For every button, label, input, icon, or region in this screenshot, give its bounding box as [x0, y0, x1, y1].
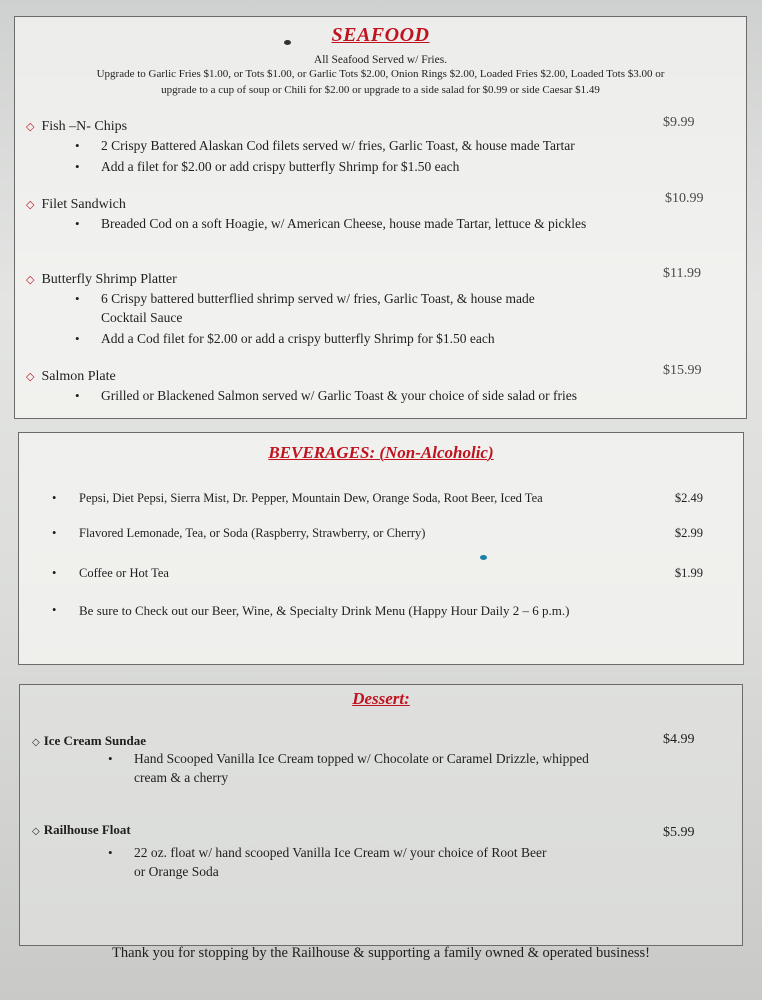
- dessert-item-price: $4.99: [663, 732, 695, 747]
- menu-item-detail: • Breaded Cod on a soft Hoagie, w/ American Cheese, house made Tartar, lettuce & pickles: [75, 214, 595, 233]
- seafood-title: SEAFOOD: [331, 24, 430, 46]
- menu-item-name: [26, 369, 116, 385]
- ink-speck: [284, 40, 291, 45]
- menu-item-detail: • 6 Crispy battered butterflied shrimp served w/ fries, Garlic Toast, & house made Cocktail Sauce: [75, 289, 545, 327]
- menu-item-name-text: Filet Sandwich: [41, 197, 126, 212]
- dessert-item-name: [32, 733, 146, 749]
- dessert-item-name: [32, 822, 131, 838]
- menu-item-price: $15.99: [663, 363, 702, 378]
- ink-speck: [480, 555, 487, 560]
- beverage-text: Flavored Lemonade, Tea, or Soda (Raspberry, Strawberry, or Cherry): [79, 526, 426, 540]
- dessert-item-name-text: Ice Cream Sundae: [43, 733, 147, 748]
- bullet-dot-icon: •: [52, 603, 57, 617]
- diamond-outline-icon: ◇: [26, 199, 35, 211]
- bullet-dot-icon: •: [52, 491, 57, 505]
- menu-item-detail: • 2 Crispy Battered Alaskan Cod filets served w/ fries, Garlic Toast, & house made Tartar: [75, 136, 695, 155]
- diamond-outline-icon: ◇: [32, 826, 40, 837]
- menu-item-detail: • Grilled or Blackened Salmon served w/ Garlic Toast & your choice of side salad or fries: [75, 386, 715, 405]
- menu-item-name: [26, 197, 126, 213]
- seafood-upgrade-line-1: Upgrade to Garlic Fries $1.00, or Tots $1.00, or Garlic Tots $2.00, Onion Rings $2.00, Loaded Fries $2.00, Loaded Tots $3.00 or: [96, 68, 665, 80]
- beverage-text: Pepsi, Diet Pepsi, Sierra Mist, Dr. Pepper, Mountain Dew, Orange Soda, Root Beer, Iced Tea: [79, 491, 543, 505]
- dessert-section: [19, 684, 743, 946]
- menu-item-name-text: Fish –N- Chips: [41, 119, 128, 134]
- beverage-text: Coffee or Hot Tea: [79, 566, 169, 580]
- menu-item-price: $9.99: [663, 115, 695, 130]
- beverage-price: $2.49: [674, 491, 703, 505]
- dessert-item-price: $5.99: [663, 825, 695, 840]
- menu-item-name: [26, 119, 127, 135]
- seafood-upgrade-line-2: upgrade to a cup of soup or Chili for $2.00 or upgrade to a side salad for $0.99 or side Caesar $1.49: [161, 84, 600, 96]
- diamond-outline-icon: ◇: [26, 121, 35, 133]
- bullet-dot-icon: •: [52, 566, 57, 580]
- menu-item-detail: • Add a filet for $2.00 or add crispy butterfly Shrimp for $1.50 each: [75, 157, 695, 176]
- beverage-text: Be sure to Check out our Beer, Wine, & Specialty Drink Menu (Happy Hour Daily 2 – 6 p.m.): [79, 603, 570, 618]
- beverage-price: $2.99: [674, 526, 703, 540]
- dessert-item-name-text: Railhouse Float: [43, 822, 131, 837]
- menu-item-price: $10.99: [665, 191, 704, 206]
- dessert-title: Dessert:: [352, 689, 410, 708]
- bullet-dot-icon: •: [52, 526, 57, 540]
- dessert-item-detail: • Hand Scooped Vanilla Ice Cream topped w/ Chocolate or Caramel Drizzle, whipped cream & a cherry: [108, 749, 618, 787]
- diamond-outline-icon: ◇: [32, 737, 40, 748]
- seafood-section: [14, 16, 747, 419]
- diamond-outline-icon: ◇: [26, 371, 35, 383]
- menu-item-name: [26, 272, 177, 288]
- beverage-price: $1.99: [674, 566, 703, 580]
- footer-message: Thank you for stopping by the Railhouse & supporting a family owned & operated business!: [111, 945, 651, 961]
- menu-item-name-text: Salmon Plate: [41, 369, 116, 384]
- menu-item-name-text: Butterfly Shrimp Platter: [41, 272, 177, 287]
- menu-item-price: $11.99: [663, 266, 701, 281]
- dessert-item-detail: • 22 oz. float w/ hand scooped Vanilla Ice Cream w/ your choice of Root Beer or Orange Soda: [108, 843, 558, 881]
- beverages-section: [18, 432, 744, 665]
- diamond-outline-icon: ◇: [26, 274, 35, 286]
- beverages-title: BEVERAGES: (Non-Alcoholic): [268, 443, 494, 462]
- seafood-note: All Seafood Served w/ Fries.: [313, 54, 448, 66]
- menu-item-detail: • Add a Cod filet for $2.00 or add a crispy butterfly Shrimp for $1.50 each: [75, 329, 721, 348]
